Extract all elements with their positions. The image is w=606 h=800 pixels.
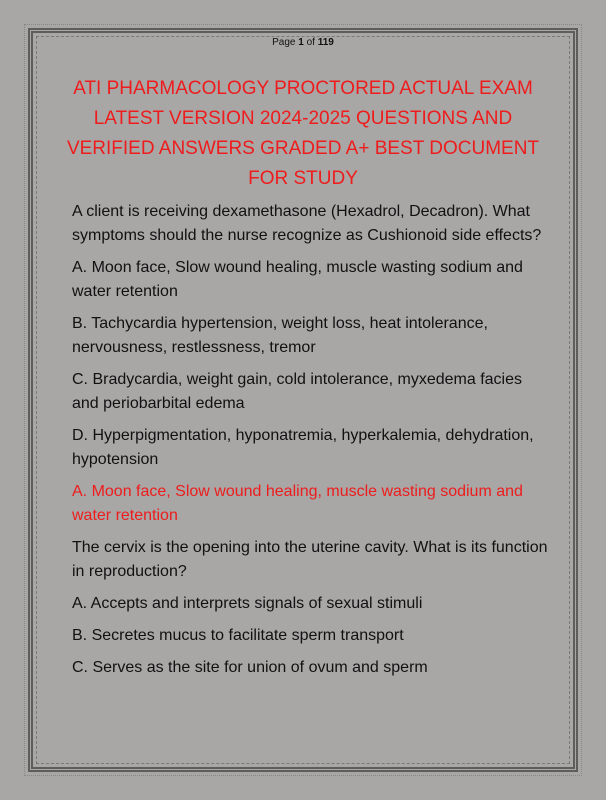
question-1-option-a: A. Moon face, Slow wound healing, muscle wasting sodium and water retention xyxy=(72,259,523,300)
question-1-text: A client is receiving dexamethasone (Hexadrol, Decadron). What symptoms should the nurse recognize as Cushionoid side effects? xyxy=(72,203,542,244)
question-1-option-d: D. Hyperpigmentation, hyponatremia, hyperkalemia, dehydration, hypotension xyxy=(72,427,534,468)
question-1-option-c: C. Bradycardia, weight gain, cold intolerance, myxedema facies and periobarbital edema xyxy=(72,371,522,412)
question-2-option-b: B. Secretes mucus to facilitate sperm transport xyxy=(72,627,404,644)
question-1-answer: A. Moon face, Slow wound healing, muscle wasting sodium and water retention xyxy=(72,483,523,524)
page-label: Page xyxy=(272,37,299,48)
question-1-option-b: B. Tachycardia hypertension, weight loss, heat intolerance, nervousness, restlessness, tremor xyxy=(72,315,488,356)
question-2-option-a: A. Accepts and interprets signals of sexual stimuli xyxy=(72,595,423,612)
document-title: ATI PHARMACOLOGY PROCTORED ACTUAL EXAM LATEST VERSION 2024-2025 QUESTIONS AND VERIFIED ANSWERS GRADED A+ BEST DOCUMENT FOR STUDY xyxy=(66,78,540,189)
document-body xyxy=(72,200,552,688)
current-page: 1 xyxy=(298,37,304,48)
total-pages: 119 xyxy=(317,37,334,48)
question-2-text: The cervix is the opening into the uterine cavity. What is its function in reproduction? xyxy=(72,539,548,580)
question-2-option-c: C. Serves as the site for union of ovum and sperm xyxy=(72,659,428,676)
page-number xyxy=(0,37,606,48)
page-separator: of xyxy=(303,37,318,48)
